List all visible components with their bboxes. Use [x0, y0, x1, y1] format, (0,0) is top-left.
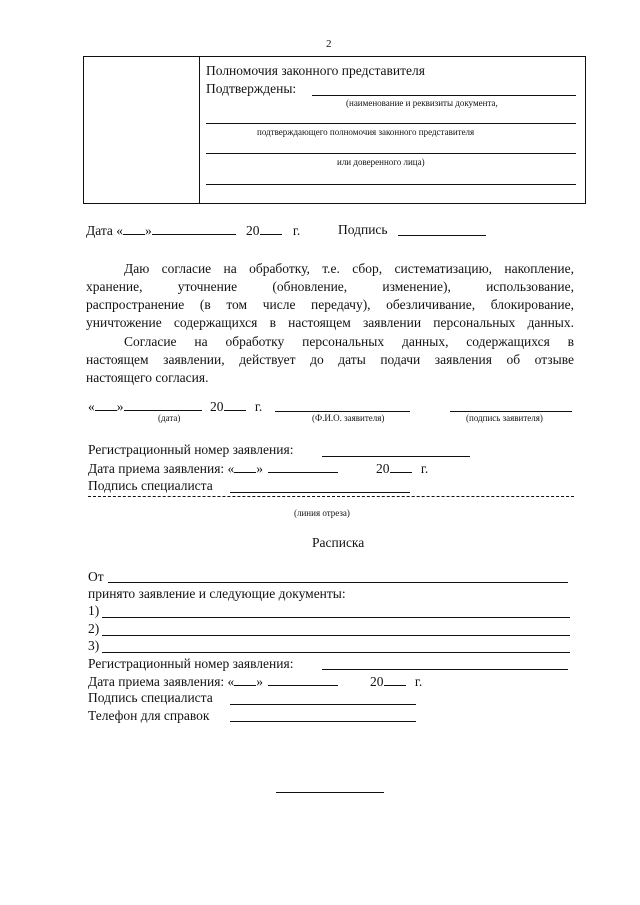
receipt-item-1: 1): [88, 603, 100, 618]
receipt-phone-label: Телефон для справок: [88, 708, 210, 723]
accept-day-field[interactable]: [234, 460, 256, 473]
caption-name: (Ф.И.О. заявителя): [312, 413, 385, 423]
accept-date-row: [88, 460, 338, 477]
applicant-month-field[interactable]: [124, 398, 202, 411]
receipt-year-field[interactable]: [384, 673, 406, 686]
date-quote-close: »: [145, 223, 152, 238]
consent-p2-line1: Согласие на обработку персональных данных, содержащихся в: [124, 334, 574, 349]
cut-line-caption: (линия отреза): [294, 508, 350, 518]
applicant-quote-open: «: [88, 399, 95, 414]
authority-field-1[interactable]: [312, 95, 576, 96]
receipt-accepted-label: принято заявление и следующие документы:: [88, 586, 346, 601]
footer-separator: [276, 792, 384, 793]
authority-field-2[interactable]: [206, 123, 576, 124]
accept-quote-close: »: [256, 461, 264, 476]
consent-p2-line2: настоящем заявлении, действует до даты подачи заявления об отзыве: [86, 352, 574, 367]
reg-number-label: Регистрационный номер заявления:: [88, 442, 294, 457]
consent-p1-line3: распространение (в том числе передачу), обезличивание, блокирование,: [86, 297, 574, 312]
receipt-from-label: От: [88, 569, 104, 584]
year-suffix: г.: [292, 223, 301, 238]
month-field[interactable]: [152, 222, 236, 235]
applicant-year: [210, 398, 262, 415]
applicant-name-field[interactable]: [275, 411, 410, 412]
signature-label: Подпись: [338, 222, 388, 237]
receipt-accept-date-row: [88, 673, 338, 690]
authority-hint-2: подтверждающего полномочия законного представителя: [257, 127, 475, 137]
applicant-year-suffix: г.: [254, 399, 263, 414]
consent-p1-line4: уничтожение содержащихся в настоящем заявлении персональных данных.: [86, 315, 574, 330]
receipt-item-3-field[interactable]: [102, 652, 570, 653]
authority-title: Полномочия законного представителя: [206, 63, 425, 78]
applicant-day-field[interactable]: [95, 398, 117, 411]
receipt-reg-number-field[interactable]: [322, 669, 568, 670]
authority-hint-3: или доверенного лица): [337, 157, 425, 167]
day-field[interactable]: [123, 222, 145, 235]
accept-year-field[interactable]: [390, 460, 412, 473]
receipt-item-2: 2): [88, 621, 100, 636]
reg-number-field[interactable]: [322, 456, 470, 457]
signature-field[interactable]: [398, 235, 486, 236]
receipt-accept-day-field[interactable]: [234, 673, 256, 686]
date-sign-row: [86, 222, 236, 239]
receipt-from-field[interactable]: [108, 582, 568, 583]
accept-date-label: Дата приема заявления: «: [88, 461, 235, 476]
receipt-accept-quote-close: »: [256, 674, 264, 689]
consent-p2-line3: настоящего согласия.: [86, 370, 209, 385]
cut-line: [88, 496, 574, 497]
applicant-quote-close: »: [116, 399, 124, 414]
specialist-label: Подпись специалиста: [88, 478, 213, 493]
year-field[interactable]: [260, 222, 282, 235]
specialist-sign-field[interactable]: [230, 492, 410, 493]
receipt-title: Расписка: [312, 535, 365, 550]
consent-p1-line2: хранение, уточнение (обновление, изменение), использование,: [86, 279, 574, 294]
date-year: [246, 222, 300, 239]
receipt-year-prefix: 20: [370, 674, 384, 689]
consent-p1-line1: Даю согласие на обработку, т.е. сбор, систематизацию, накопление,: [124, 261, 574, 276]
receipt-accept-date-label: Дата приема заявления: «: [88, 674, 235, 689]
receipt-phone-field[interactable]: [230, 721, 416, 722]
authority-table-divider: [199, 56, 200, 203]
authority-confirmed-label: Подтверждены:: [206, 81, 297, 96]
receipt-accept-year: [370, 673, 422, 690]
receipt-year-suffix: г.: [414, 674, 423, 689]
receipt-item-3: 3): [88, 638, 100, 653]
authority-field-4[interactable]: [206, 184, 576, 185]
page-number: 2: [326, 38, 332, 50]
accept-year: [376, 460, 428, 477]
year-prefix: 20: [246, 223, 260, 238]
consent-paragraph-2: [86, 333, 574, 387]
applicant-year-prefix: 20: [210, 399, 224, 414]
authority-hint-1: (наименование и реквизиты документа,: [346, 98, 498, 108]
receipt-specialist-field[interactable]: [230, 704, 416, 705]
receipt-reg-number-label: Регистрационный номер заявления:: [88, 656, 294, 671]
accept-year-prefix: 20: [376, 461, 390, 476]
receipt-item-2-field[interactable]: [102, 635, 570, 636]
receipt-accept-month-field[interactable]: [268, 673, 338, 686]
applicant-year-field[interactable]: [224, 398, 246, 411]
accept-month-field[interactable]: [268, 460, 338, 473]
receipt-specialist-label: Подпись специалиста: [88, 690, 213, 705]
applicant-sign-field[interactable]: [450, 411, 572, 412]
authority-field-3[interactable]: [206, 153, 576, 154]
accept-year-suffix: г.: [420, 461, 429, 476]
receipt-item-1-field[interactable]: [102, 617, 570, 618]
consent-paragraph-1: [86, 260, 574, 332]
caption-sign: (подпись заявителя): [466, 413, 543, 423]
applicant-date-row: [88, 398, 202, 415]
caption-date: (дата): [158, 413, 181, 423]
date-label: Дата «: [86, 223, 124, 238]
